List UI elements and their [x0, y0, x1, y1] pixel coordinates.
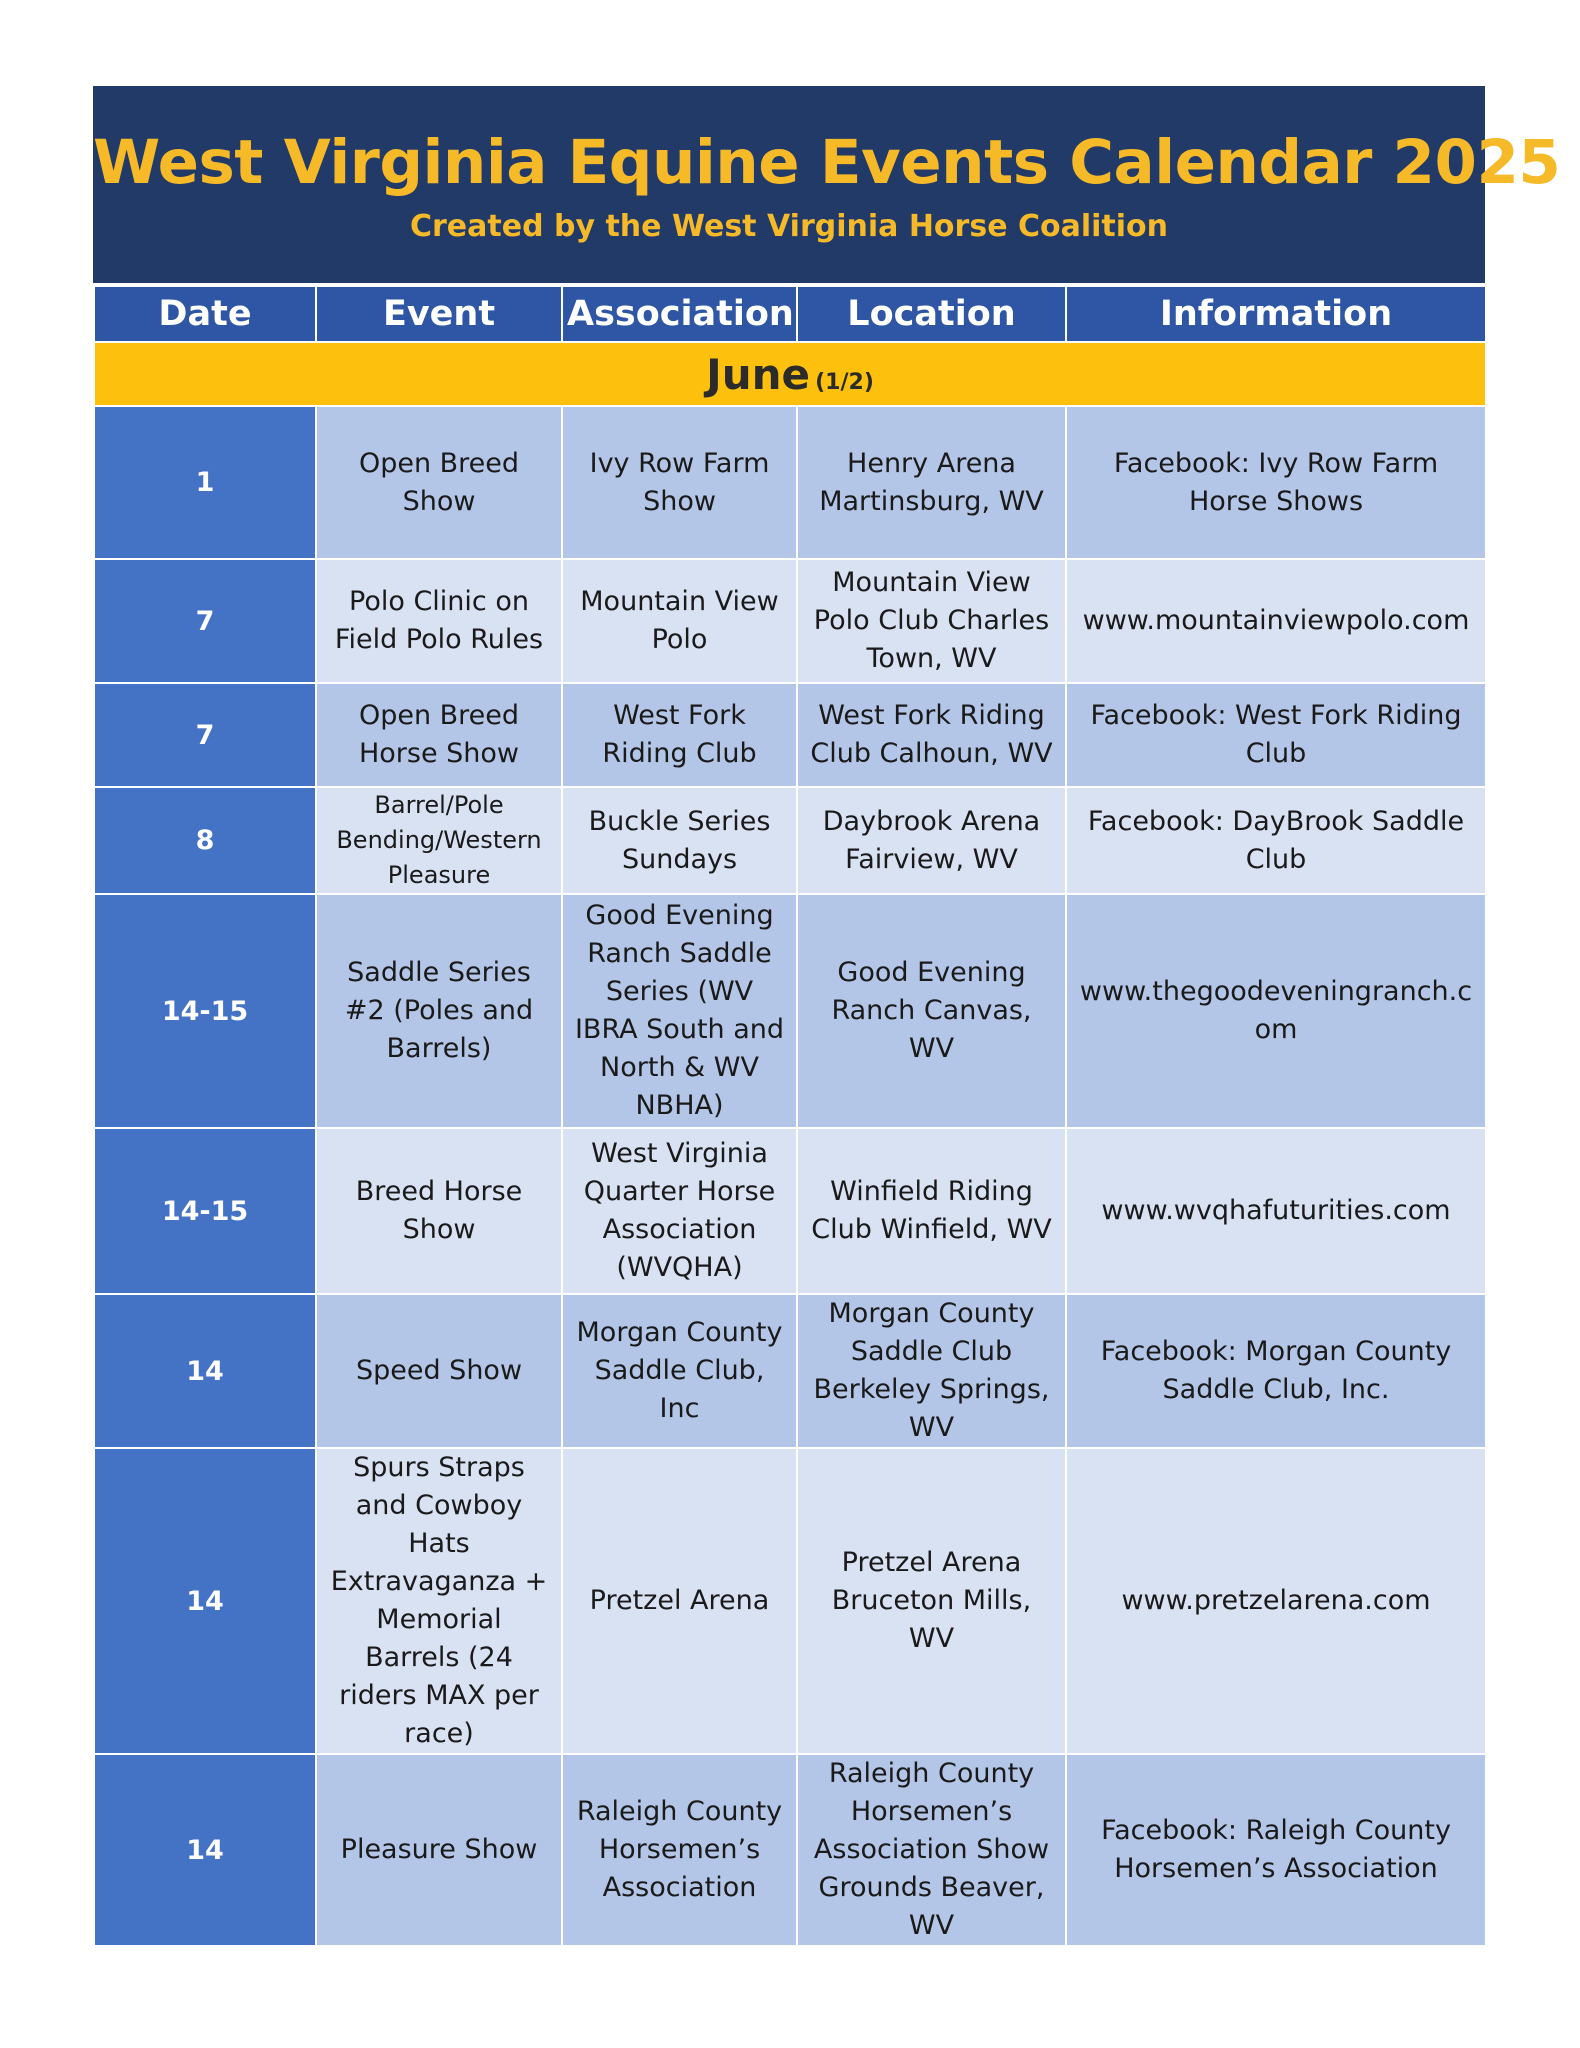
event-name: Open Breed Show	[316, 406, 562, 559]
event-location: West Fork Riding Club Calhoun, WV	[797, 683, 1066, 787]
event-name: Open Breed Horse Show	[316, 683, 562, 787]
event-date: 8	[94, 787, 316, 894]
event-location: Daybrook Arena Fairview, WV	[797, 787, 1066, 894]
month-part: (1/2)	[815, 369, 874, 395]
event-information: www.pretzelarena.com	[1066, 1448, 1486, 1754]
month-row	[94, 342, 1486, 406]
event-information: Facebook: Ivy Row Farm Horse Shows	[1066, 406, 1486, 559]
event-association: Buckle Series Sundays	[562, 787, 797, 894]
event-name: Breed Horse Show	[316, 1128, 562, 1294]
event-name: Polo Clinic on Field Polo Rules	[316, 559, 562, 683]
column-header-date: Date	[94, 286, 316, 342]
event-name: Pleasure Show	[316, 1754, 562, 1946]
table-row	[94, 406, 1486, 559]
events-calendar	[93, 86, 1561, 1947]
table-row	[94, 1448, 1486, 1754]
table-row	[94, 683, 1486, 787]
event-location: Raleigh County Horsemen’s Association Show Grounds Beaver, WV	[797, 1754, 1066, 1946]
event-name: Spurs Straps and Cowboy Hats Extravaganza + Memorial Barrels (24 riders MAX per race)	[316, 1448, 562, 1754]
table-header-row	[94, 286, 1486, 342]
table-row	[94, 787, 1486, 894]
event-information: www.wvqhafuturities.com	[1066, 1128, 1486, 1294]
event-information: www.mountainviewpolo.com	[1066, 559, 1486, 683]
event-date: 14-15	[94, 1128, 316, 1294]
event-name: Barrel/Pole Bending/Western Pleasure	[316, 787, 562, 894]
event-information: Facebook: DayBrook Saddle Club	[1066, 787, 1486, 894]
event-location: Morgan County Saddle Club Berkeley Springs, WV	[797, 1294, 1066, 1448]
table-row	[94, 1128, 1486, 1294]
table-row	[94, 1294, 1486, 1448]
column-header-association: Association	[562, 286, 797, 342]
event-location: Good Evening Ranch Canvas, WV	[797, 894, 1066, 1128]
event-information: Facebook: West Fork Riding Club	[1066, 683, 1486, 787]
event-location: Mountain View Polo Club Charles Town, WV	[797, 559, 1066, 683]
month-name: June	[706, 349, 811, 399]
event-association: Pretzel Arena	[562, 1448, 797, 1754]
event-location: Henry Arena Martinsburg, WV	[797, 406, 1066, 559]
event-date: 7	[94, 559, 316, 683]
event-date: 14	[94, 1754, 316, 1946]
event-location: Winfield Riding Club Winfield, WV	[797, 1128, 1066, 1294]
event-association: Ivy Row Farm Show	[562, 406, 797, 559]
event-information: Facebook: Raleigh County Horsemen’s Association	[1066, 1754, 1486, 1946]
events-table	[93, 285, 1487, 1947]
column-header-information: Information	[1066, 286, 1486, 342]
event-name: Saddle Series #2 (Poles and Barrels)	[316, 894, 562, 1128]
month-banner	[94, 342, 1486, 406]
column-header-location: Location	[797, 286, 1066, 342]
event-association: Raleigh County Horsemen’s Association	[562, 1754, 797, 1946]
event-date: 14	[94, 1448, 316, 1754]
event-association: Mountain View Polo	[562, 559, 797, 683]
event-association: West Fork Riding Club	[562, 683, 797, 787]
event-date: 14	[94, 1294, 316, 1448]
event-association: West Virginia Quarter Horse Association (WVQHA)	[562, 1128, 797, 1294]
table-row	[94, 559, 1486, 683]
event-location: Pretzel Arena Bruceton Mills, WV	[797, 1448, 1066, 1754]
event-date: 1	[94, 406, 316, 559]
event-name: Speed Show	[316, 1294, 562, 1448]
event-date: 14-15	[94, 894, 316, 1128]
event-information: www.thegoodeveningranch.com	[1066, 894, 1486, 1128]
column-header-event: Event	[316, 286, 562, 342]
page-title: West Virginia Equine Events Calendar 2025	[93, 127, 1561, 198]
event-information: Facebook: Morgan County Saddle Club, Inc.	[1066, 1294, 1486, 1448]
page-subtitle: Created by the West Virginia Horse Coalition	[409, 209, 1169, 244]
event-association: Good Evening Ranch Saddle Series (WV IBRA South and North & WV NBHA)	[562, 894, 797, 1128]
title-banner	[93, 86, 1561, 285]
event-association: Morgan County Saddle Club, Inc	[562, 1294, 797, 1448]
table-row	[94, 894, 1486, 1128]
table-row	[94, 1754, 1486, 1946]
event-date: 7	[94, 683, 316, 787]
